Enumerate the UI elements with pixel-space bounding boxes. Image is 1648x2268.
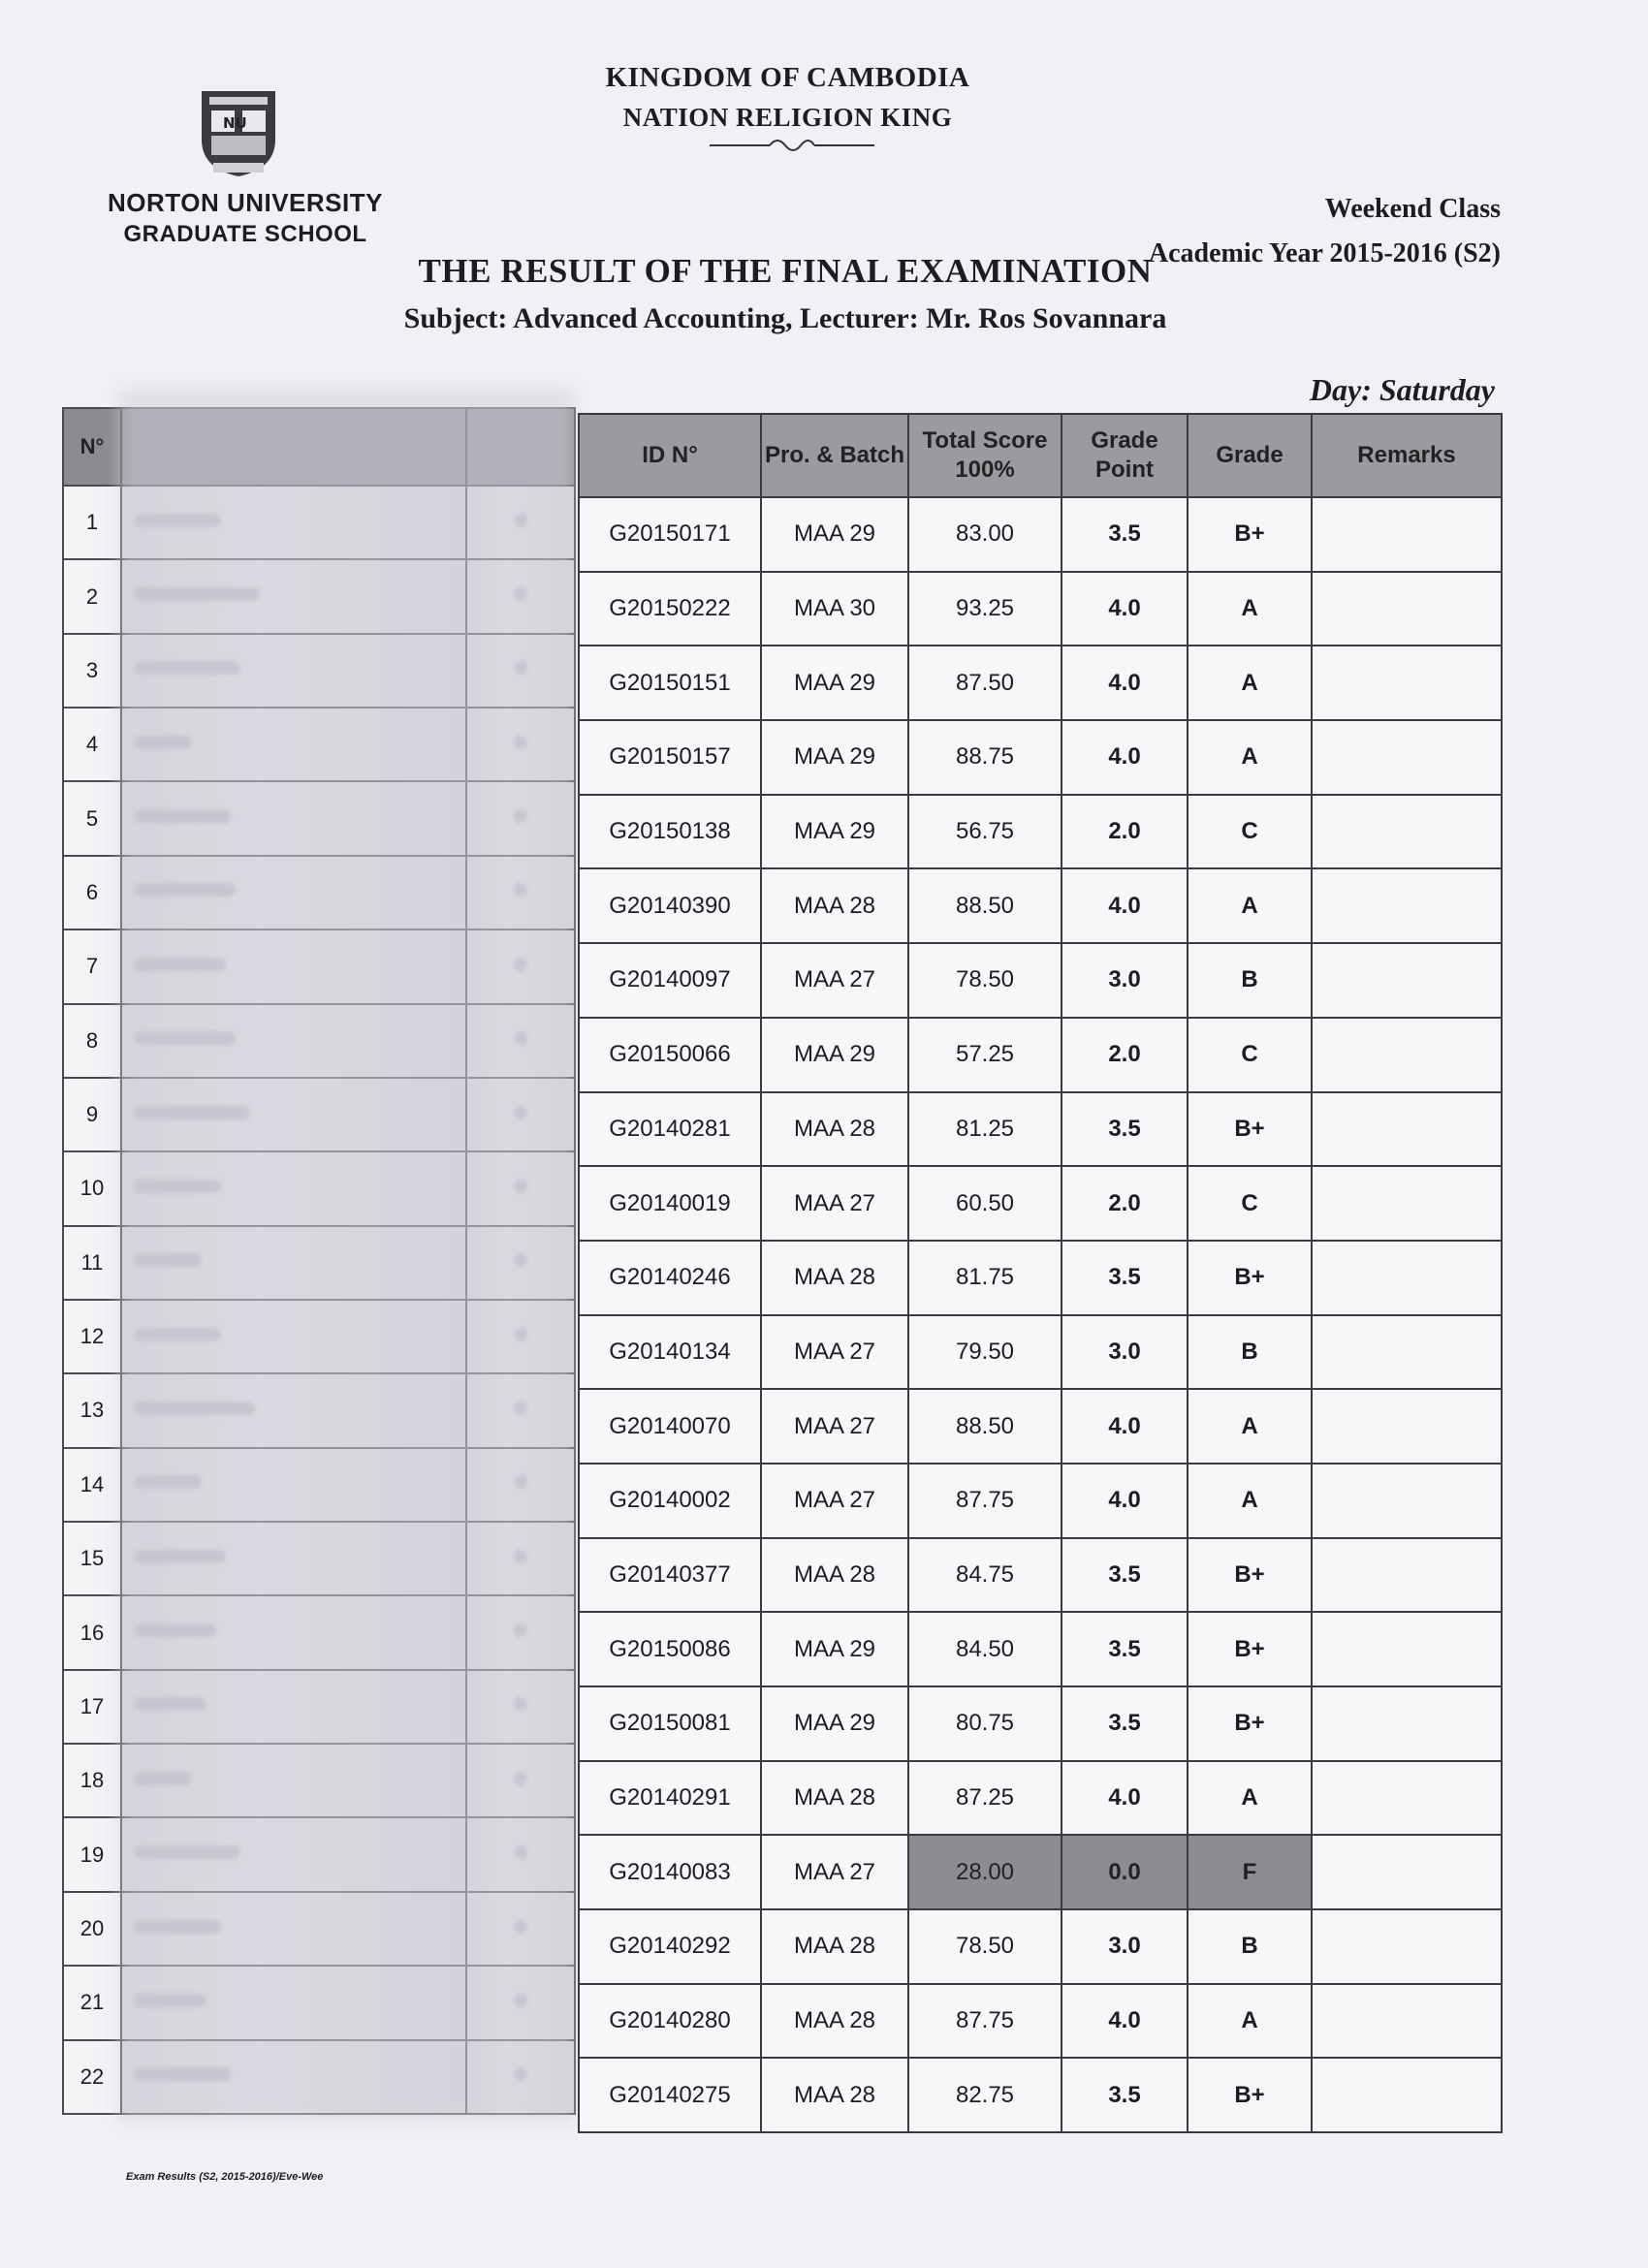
table-row [579, 1464, 1502, 1538]
grade-point-cell: 3.5 [1062, 1686, 1188, 1761]
column-header-id: ID N° [579, 414, 761, 497]
student-id-cell: G20150157 [579, 720, 761, 795]
table-row [579, 1538, 1502, 1613]
total-score-cell: 87.75 [908, 1984, 1062, 2059]
student-id-cell: G20140281 [579, 1092, 761, 1167]
number-column-header: N° [63, 408, 121, 486]
grade-cell: A [1188, 1464, 1312, 1538]
grade-cell: A [1188, 868, 1312, 943]
grade-cell: B+ [1188, 1241, 1312, 1315]
batch-cell: MAA 28 [761, 1241, 908, 1315]
row-number: 16 [63, 1595, 121, 1669]
ornament-divider-icon [710, 136, 874, 155]
student-id-cell: G20140246 [579, 1241, 761, 1315]
grade-point-cell: 4.0 [1062, 1761, 1188, 1836]
batch-cell: MAA 28 [761, 1092, 908, 1167]
row-number: 1 [63, 486, 121, 559]
total-score-cell: 60.50 [908, 1166, 1062, 1241]
grade-point-cell: 2.0 [1062, 795, 1188, 869]
student-id-cell: G20140097 [579, 943, 761, 1018]
table-row [579, 1761, 1502, 1836]
redaction-blur [118, 388, 576, 2123]
batch-cell: MAA 29 [761, 497, 908, 572]
table-row [579, 943, 1502, 1018]
batch-cell: MAA 27 [761, 1166, 908, 1241]
grade-point-cell: 3.5 [1062, 1538, 1188, 1613]
batch-cell: MAA 29 [761, 1686, 908, 1761]
remarks-cell [1312, 943, 1502, 1018]
row-number: 20 [63, 1892, 121, 1966]
total-score-cell: 87.75 [908, 1464, 1062, 1538]
remarks-cell [1312, 1538, 1502, 1613]
batch-cell: MAA 28 [761, 2058, 908, 2132]
student-id-cell: G20140070 [579, 1389, 761, 1464]
remarks-cell [1312, 1835, 1502, 1909]
grade-point-cell: 3.5 [1062, 1092, 1188, 1167]
grade-cell: A [1188, 572, 1312, 646]
grade-point-cell: 2.0 [1062, 1166, 1188, 1241]
grade-point-cell: 4.0 [1062, 572, 1188, 646]
student-id-cell: G20140280 [579, 1984, 761, 2059]
total-score-cell: 87.50 [908, 646, 1062, 720]
table-row [579, 1909, 1502, 1984]
table-row [579, 795, 1502, 869]
batch-cell: MAA 27 [761, 943, 908, 1018]
grade-point-cell: 4.0 [1062, 1464, 1188, 1538]
remarks-cell [1312, 646, 1502, 720]
grade-cell: A [1188, 720, 1312, 795]
total-score-cell: 88.75 [908, 720, 1062, 795]
batch-cell: MAA 28 [761, 1984, 908, 2059]
grade-point-cell: 4.0 [1062, 1984, 1188, 2059]
batch-cell: MAA 27 [761, 1389, 908, 1464]
batch-cell: MAA 27 [761, 1315, 908, 1390]
remarks-cell [1312, 1761, 1502, 1836]
table-row [579, 1835, 1502, 1909]
table-row [579, 1315, 1502, 1390]
batch-cell: MAA 29 [761, 646, 908, 720]
university-name: NORTON UNIVERSITY [108, 188, 383, 217]
grade-point-cell: 3.0 [1062, 1909, 1188, 1984]
remarks-cell [1312, 1018, 1502, 1092]
remarks-cell [1312, 497, 1502, 572]
column-header-remarks: Remarks [1312, 414, 1502, 497]
student-id-cell: G20140390 [579, 868, 761, 943]
total-score-cell: 84.50 [908, 1612, 1062, 1686]
table-row [579, 868, 1502, 943]
total-score-cell: 79.50 [908, 1315, 1062, 1390]
student-id-cell: G20140019 [579, 1166, 761, 1241]
row-number: 12 [63, 1300, 121, 1373]
batch-cell: MAA 29 [761, 1018, 908, 1092]
student-id-cell: G20140083 [579, 1835, 761, 1909]
row-number: 22 [63, 2040, 121, 2114]
grade-cell: B [1188, 943, 1312, 1018]
student-id-cell: G20150066 [579, 1018, 761, 1092]
student-id-cell: G20150086 [579, 1612, 761, 1686]
grade-point-cell: 4.0 [1062, 1389, 1188, 1464]
grade-cell: B+ [1188, 2058, 1312, 2132]
total-score-cell: 82.75 [908, 2058, 1062, 2132]
row-number: 10 [63, 1151, 121, 1225]
grade-point-cell: 3.0 [1062, 943, 1188, 1018]
grade-point-cell: 4.0 [1062, 868, 1188, 943]
remarks-cell [1312, 2058, 1502, 2132]
table-row [579, 1166, 1502, 1241]
batch-cell: MAA 30 [761, 572, 908, 646]
table-row [579, 572, 1502, 646]
grade-point-cell: 2.0 [1062, 1018, 1188, 1092]
total-score-cell: 56.75 [908, 795, 1062, 869]
total-score-cell: 84.75 [908, 1538, 1062, 1613]
student-id-cell: G20150171 [579, 497, 761, 572]
total-score-cell: 87.25 [908, 1761, 1062, 1836]
total-score-cell: 28.00 [908, 1835, 1062, 1909]
remarks-cell [1312, 1389, 1502, 1464]
national-motto: NATION RELIGION KING [622, 103, 953, 132]
total-score-cell: 93.25 [908, 572, 1062, 646]
remarks-cell [1312, 795, 1502, 869]
total-score-cell: 78.50 [908, 943, 1062, 1018]
row-number: 11 [63, 1226, 121, 1300]
grade-point-cell: 4.0 [1062, 720, 1188, 795]
subject-line: Subject: Advanced Accounting, Lecturer: Mr. Ros Sovannara [403, 302, 1167, 334]
grade-point-cell: 0.0 [1062, 1835, 1188, 1909]
row-number: 2 [63, 559, 121, 633]
table-row [579, 720, 1502, 795]
remarks-cell [1312, 1315, 1502, 1390]
batch-cell: MAA 29 [761, 720, 908, 795]
column-header-score: Total Score 100% [908, 414, 1062, 497]
batch-cell: MAA 28 [761, 1538, 908, 1613]
student-id-cell: G20140292 [579, 1909, 761, 1984]
table-row [579, 646, 1502, 720]
remarks-cell [1312, 1686, 1502, 1761]
results-table [578, 413, 1503, 2133]
grade-cell: B+ [1188, 497, 1312, 572]
academic-year: Academic Year 2015-2016 (S2) [1148, 238, 1501, 268]
row-number: 15 [63, 1522, 121, 1595]
grade-cell: B+ [1188, 1092, 1312, 1167]
grade-cell: A [1188, 1389, 1312, 1464]
table-row [579, 1241, 1502, 1315]
total-score-cell: 88.50 [908, 1389, 1062, 1464]
row-number: 17 [63, 1670, 121, 1744]
grade-point-cell: 3.5 [1062, 497, 1188, 572]
column-header-grade-point: Grade Point [1062, 414, 1188, 497]
row-number: 18 [63, 1744, 121, 1817]
grade-point-cell: 4.0 [1062, 646, 1188, 720]
grade-cell: A [1188, 1984, 1312, 2059]
student-id-cell: G20140002 [579, 1464, 761, 1538]
batch-cell: MAA 27 [761, 1464, 908, 1538]
grade-cell: C [1188, 1018, 1312, 1092]
batch-cell: MAA 29 [761, 1612, 908, 1686]
table-row [579, 2058, 1502, 2132]
remarks-cell [1312, 868, 1502, 943]
kingdom-heading: KINGDOM OF CAMBODIA [605, 62, 970, 93]
row-number: 6 [63, 856, 121, 929]
university-logo-icon [198, 81, 279, 178]
grade-point-cell: 3.5 [1062, 2058, 1188, 2132]
grade-cell: A [1188, 1761, 1312, 1836]
class-type: Weekend Class [1324, 194, 1501, 224]
row-number: 3 [63, 634, 121, 708]
grade-point-cell: 3.5 [1062, 1612, 1188, 1686]
grade-point-cell: 3.0 [1062, 1315, 1188, 1390]
remarks-cell [1312, 1464, 1502, 1538]
row-number: 21 [63, 1966, 121, 2039]
student-id-cell: G20150138 [579, 795, 761, 869]
document-title: THE RESULT OF THE FINAL EXAMINATION [418, 252, 1153, 290]
grade-cell: B+ [1188, 1538, 1312, 1613]
remarks-cell [1312, 1092, 1502, 1167]
remarks-cell [1312, 1612, 1502, 1686]
grade-cell: B+ [1188, 1612, 1312, 1686]
total-score-cell: 80.75 [908, 1686, 1062, 1761]
table-row [579, 1686, 1502, 1761]
logo-letters: NU [223, 114, 247, 132]
grade-cell: B+ [1188, 1686, 1312, 1761]
grade-cell: A [1188, 646, 1312, 720]
row-number: 7 [63, 929, 121, 1003]
grade-cell: C [1188, 1166, 1312, 1241]
remarks-cell [1312, 572, 1502, 646]
column-header-batch: Pro. & Batch [761, 414, 908, 497]
remarks-cell [1312, 1909, 1502, 1984]
grade-cell: B [1188, 1315, 1312, 1390]
exam-day: Day: Saturday [1309, 372, 1495, 407]
grade-point-cell: 3.5 [1062, 1241, 1188, 1315]
row-number: 19 [63, 1817, 121, 1891]
table-row [579, 1018, 1502, 1092]
column-header-grade: Grade [1188, 414, 1312, 497]
batch-cell: MAA 29 [761, 795, 908, 869]
student-id-cell: G20140134 [579, 1315, 761, 1390]
batch-cell: MAA 27 [761, 1835, 908, 1909]
batch-cell: MAA 28 [761, 1909, 908, 1984]
total-score-cell: 81.75 [908, 1241, 1062, 1315]
row-number: 5 [63, 781, 121, 855]
total-score-cell: 78.50 [908, 1909, 1062, 1984]
table-row [579, 1389, 1502, 1464]
row-number: 14 [63, 1448, 121, 1522]
total-score-cell: 57.25 [908, 1018, 1062, 1092]
student-id-cell: G20140377 [579, 1538, 761, 1613]
student-id-cell: G20140275 [579, 2058, 761, 2132]
student-id-cell: G20150081 [579, 1686, 761, 1761]
total-score-cell: 81.25 [908, 1092, 1062, 1167]
grade-cell: C [1188, 795, 1312, 869]
student-id-cell: G20150151 [579, 646, 761, 720]
remarks-cell [1312, 1166, 1502, 1241]
remarks-cell [1312, 1241, 1502, 1315]
footer-note: Exam Results (S2, 2015-2016)/Eve-Wee [126, 2171, 324, 2183]
batch-cell: MAA 28 [761, 1761, 908, 1836]
table-row [579, 497, 1502, 572]
remarks-cell [1312, 1984, 1502, 2059]
row-number: 13 [63, 1373, 121, 1447]
total-score-cell: 88.50 [908, 868, 1062, 943]
table-row [579, 1984, 1502, 2059]
grade-cell: B [1188, 1909, 1312, 1984]
table-row [579, 1092, 1502, 1167]
student-id-cell: G20150222 [579, 572, 761, 646]
row-number: 8 [63, 1004, 121, 1078]
batch-cell: MAA 28 [761, 868, 908, 943]
student-id-cell: G20140291 [579, 1761, 761, 1836]
row-number: 9 [63, 1078, 121, 1151]
total-score-cell: 83.00 [908, 497, 1062, 572]
grade-cell: F [1188, 1835, 1312, 1909]
school-name: GRADUATE SCHOOL [123, 221, 367, 247]
row-number: 4 [63, 708, 121, 781]
table-row [579, 1612, 1502, 1686]
remarks-cell [1312, 720, 1502, 795]
